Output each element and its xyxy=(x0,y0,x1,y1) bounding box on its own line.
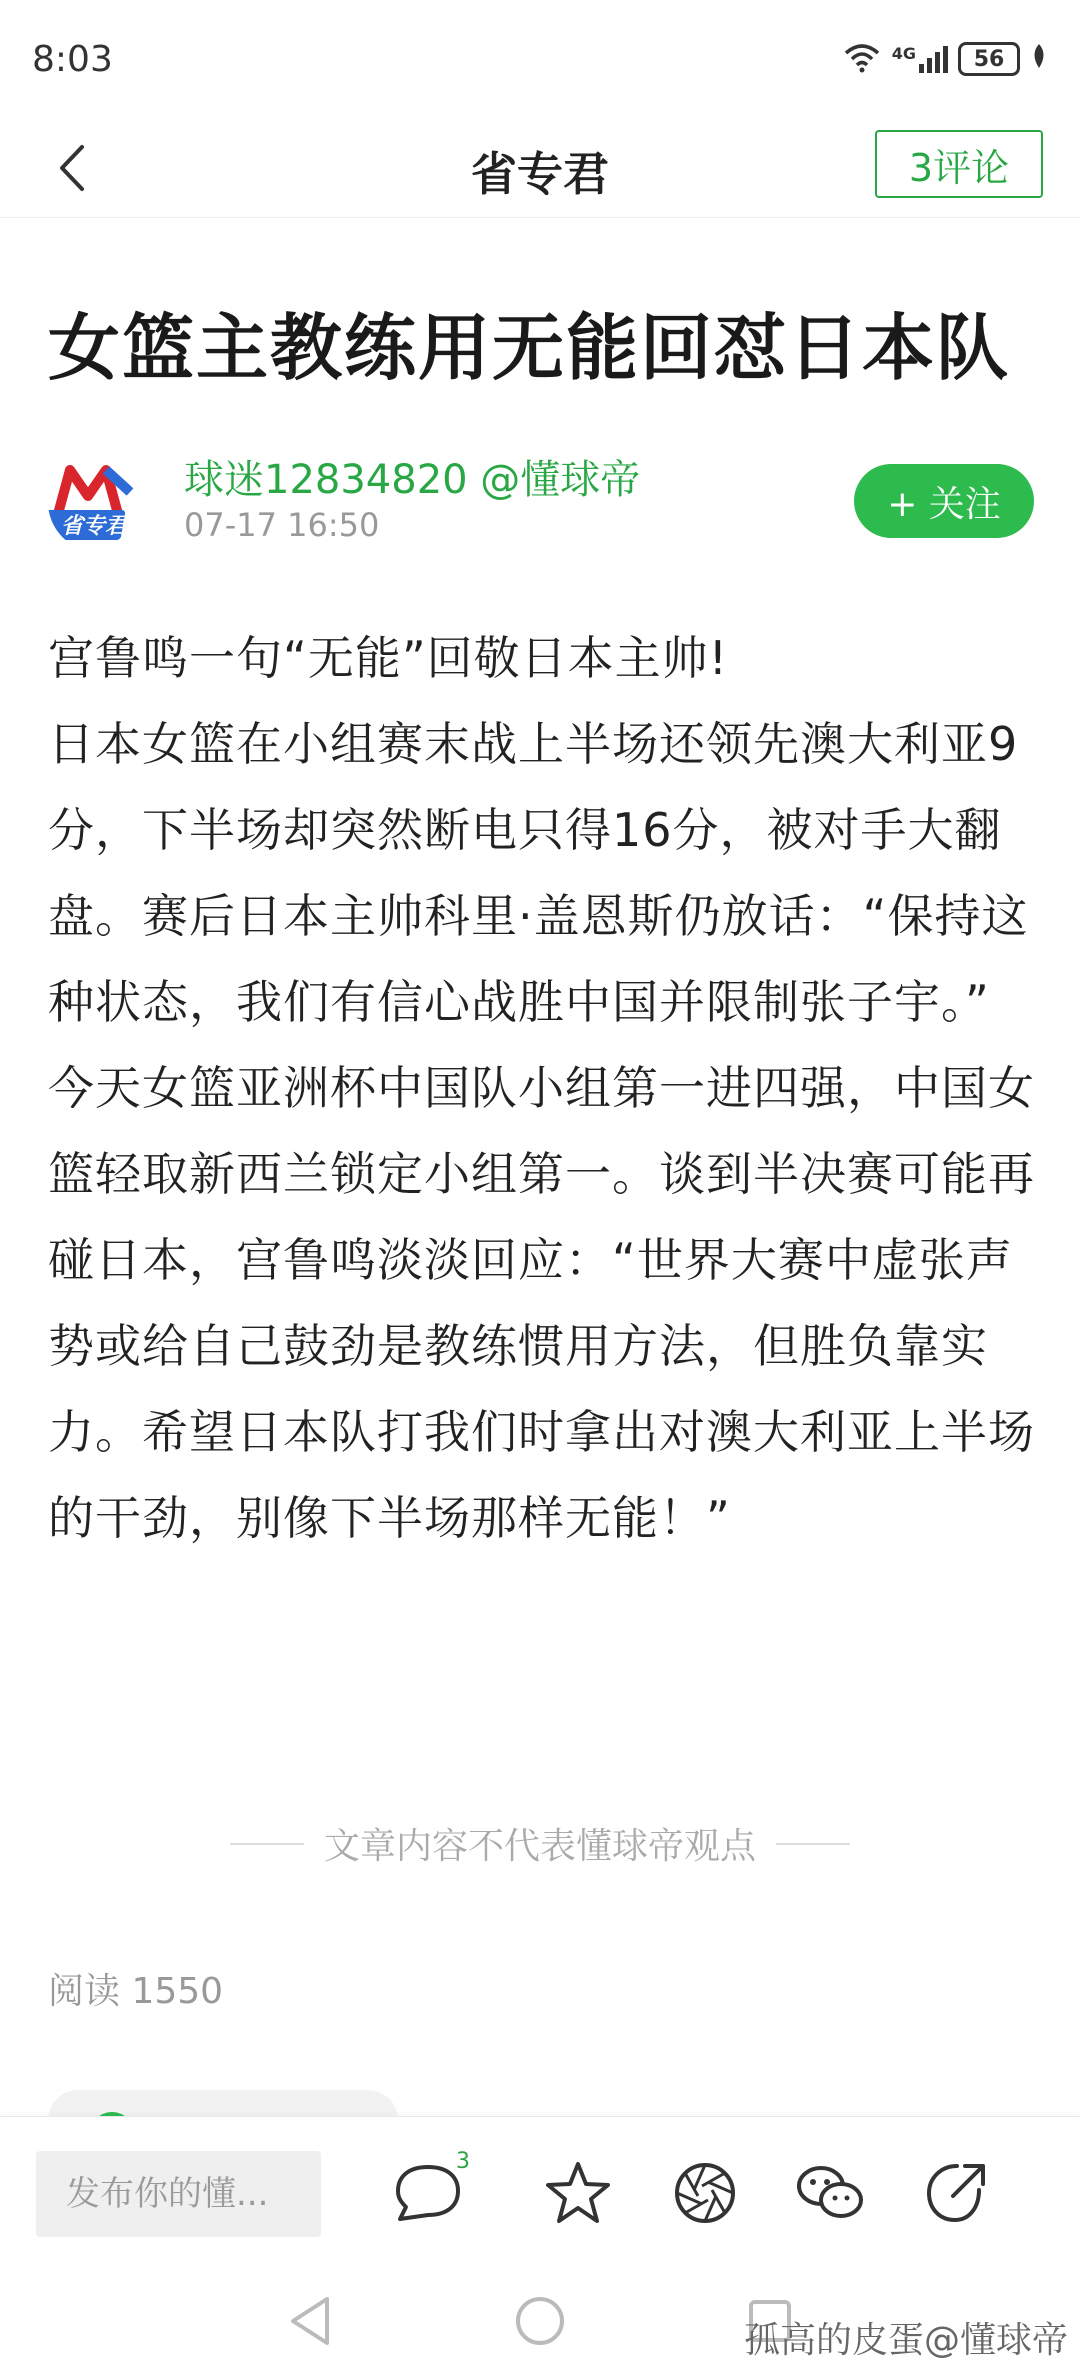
circle-home-icon xyxy=(514,2295,566,2347)
follow-button[interactable]: + 关注 xyxy=(854,464,1034,538)
status-time: 8:03 xyxy=(32,38,113,80)
comment-button[interactable] xyxy=(392,2149,470,2229)
moments-share-button[interactable] xyxy=(669,2157,741,2229)
article-title: 女篮主教练用无能回怼日本队 xyxy=(48,306,1011,390)
bottom-toolbar xyxy=(0,2116,1080,2264)
wechat-share-button[interactable] xyxy=(794,2157,866,2229)
avatar-text: 省专君 xyxy=(60,514,128,539)
wechat-icon xyxy=(795,2162,865,2224)
watermark: 孤高的皮蛋@懂球帝 xyxy=(743,2320,1068,2361)
comment-input[interactable] xyxy=(36,2151,321,2237)
read-count: 阅读 1550 xyxy=(48,1971,224,2012)
disclaimer-text: 文章内容不代表懂球帝观点 xyxy=(323,1826,756,1867)
status-bar xyxy=(0,0,1080,118)
comment-icon xyxy=(392,2161,464,2225)
star-icon xyxy=(544,2160,612,2226)
camera-shutter-icon xyxy=(672,2160,738,2226)
nav-back-button[interactable] xyxy=(275,2286,345,2356)
nav-home-button[interactable] xyxy=(505,2286,575,2356)
divider xyxy=(776,1843,850,1845)
paragraph: 日本女篮在小组赛末战上半场还领先澳大利亚9分，下半场却突然断电只得16分，被对手大翻盘。赛后日本主帅科里·盖恩斯仍放话：“保持这种状态，我们有信心战胜中国并限制张子宇。” xyxy=(48,717,1029,1029)
triangle-back-icon xyxy=(287,2295,333,2347)
channel-logo-icon xyxy=(48,452,148,552)
favorite-button[interactable] xyxy=(542,2157,614,2229)
author-row xyxy=(48,440,1038,570)
battery-icon xyxy=(958,42,1020,76)
status-icons xyxy=(842,41,1048,77)
share-icon xyxy=(923,2160,989,2226)
leaf-icon xyxy=(1030,42,1048,77)
wifi-icon xyxy=(842,41,882,77)
top-nav-bar xyxy=(0,118,1080,218)
signal-icon xyxy=(892,44,948,74)
comments-button[interactable]: 3评论 xyxy=(875,130,1043,198)
divider xyxy=(230,1843,304,1845)
paragraph: 宫鲁鸣一句“无能”回敬日本主帅! xyxy=(48,631,729,685)
avatar[interactable] xyxy=(48,452,148,552)
disclaimer xyxy=(0,1818,1080,1869)
comment-count-badge: 3 xyxy=(456,2149,470,2174)
page-title: 省专君 xyxy=(471,147,609,201)
publish-date: 07-17 16:50 xyxy=(184,506,380,544)
share-button[interactable] xyxy=(920,2157,992,2229)
paragraph: 今天女篮亚洲杯中国队小组第一进四强，中国女篮轻取新西兰锁定小组第一。谈到半决赛可能再碰日本，宫鲁鸣淡淡回应：“世界大赛中虚张声势或给自己鼓劲是教练惯用方法，但胜负靠实力。希望日本队打我们时拿出对澳大利亚上半场的干劲，别像下半场那样无能！” xyxy=(48,1061,1035,1545)
network-type: 4G xyxy=(891,44,916,63)
battery-level: 56 xyxy=(973,46,1005,72)
article-body xyxy=(48,615,1038,1561)
author-name[interactable]: 球迷12834820 @懂球帝 xyxy=(184,457,641,503)
